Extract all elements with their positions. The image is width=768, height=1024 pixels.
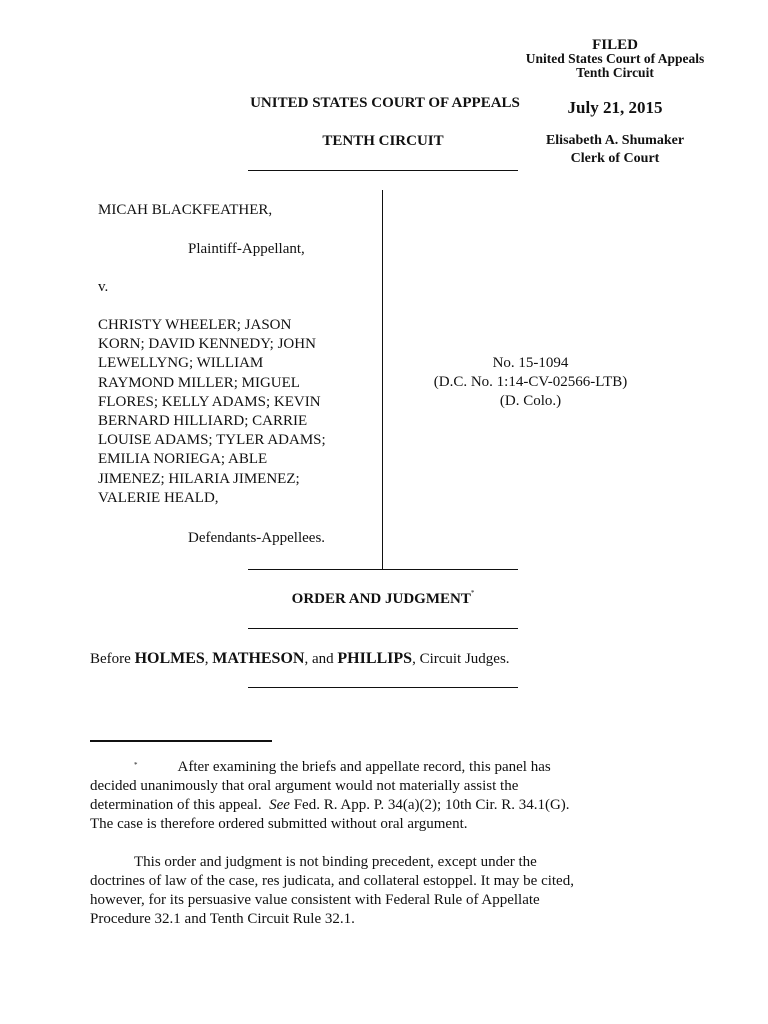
clerk-name: Elisabeth A. Shumaker — [545, 133, 685, 148]
panel-line — [90, 650, 510, 668]
footnote-marker: * — [134, 761, 138, 769]
panel-before: Before — [90, 651, 131, 667]
clerk-block — [505, 132, 725, 168]
defendants-line: VALERIE HEALD, — [98, 489, 219, 506]
filed-label: FILED — [592, 37, 638, 53]
circuit-name: TENTH CIRCUIT — [322, 133, 444, 149]
document-title — [248, 591, 518, 608]
footnote-line: doctrines of law of the case, res judicata, and collateral estoppel. It may be cited, — [90, 873, 574, 889]
defendants-line: CHRISTY WHEELER; JASON — [98, 317, 292, 333]
panel-sep: , and — [304, 651, 334, 667]
plaintiff-name: MICAH BLACKFEATHER, — [98, 202, 273, 218]
stamp-circuit: Tenth Circuit — [576, 65, 654, 80]
court-name: UNITED STATES COURT OF APPEALS — [250, 95, 520, 111]
see-signal: See — [269, 797, 290, 813]
footnote-line: decided unanimously that oral argument would not materially assist the — [90, 778, 519, 794]
heading-rule — [248, 170, 518, 171]
case-number: No. 15-1094 — [492, 355, 569, 371]
panel-rule — [248, 687, 518, 688]
defendants-line: LEWELLYNG; WILLIAM — [98, 355, 264, 372]
case-number-block — [383, 354, 678, 411]
footnote-line: however, for its persuasive value consistent with Federal Rule of Appellate — [90, 892, 540, 908]
footnote-separator — [90, 740, 272, 742]
defendants-role: Defendants-Appellees. — [188, 530, 326, 546]
stamp-court: United States Court of Appeals — [525, 51, 705, 66]
defendants-line: KORN; DAVID KENNEDY; JOHN — [98, 336, 316, 353]
title-rule — [248, 628, 518, 629]
filed-date: July 21, 2015 — [567, 98, 663, 117]
judge-matheson: MATHESON — [212, 650, 305, 667]
footnote-paragraph-1 — [90, 758, 680, 834]
filed-stamp — [505, 38, 725, 80]
versus: v. — [98, 279, 109, 295]
defendants-line: RAYMOND MILLER; MIGUEL — [98, 374, 300, 391]
defendants-line: LOUISE ADAMS; TYLER ADAMS; — [98, 432, 326, 449]
footnote-line: * After examining the briefs and appellate record, this panel has — [134, 759, 551, 775]
defendants-line: BERNARD HILLIARD; CARRIE — [98, 413, 308, 430]
district: (D. Colo.) — [499, 393, 562, 409]
defendants-list — [98, 316, 378, 508]
clerk-title: Clerk of Court — [570, 151, 660, 166]
footnote-line: This order and judgment is not binding precedent, except under the — [134, 854, 537, 870]
document-title-text: ORDER AND JUDGMENT — [291, 591, 471, 607]
footnote-line: The case is therefore ordered submitted without oral argument. — [90, 816, 468, 832]
defendants-line: JIMENEZ; HILARIA JIMENEZ; — [98, 470, 300, 487]
judge-holmes: HOLMES — [134, 650, 205, 667]
panel-suffix: , Circuit Judges. — [412, 651, 510, 667]
district-court-number: (D.C. No. 1:14-CV-02566-LTB) — [433, 374, 628, 390]
footnote-line: determination of this appeal. See Fed. R. App. P. 34(a)(2); 10th Cir. R. 34.1(G). — [90, 797, 570, 813]
panel-sep: , — [204, 651, 209, 667]
defendants-line: FLORES; KELLY ADAMS; KEVIN — [98, 393, 321, 410]
footnote-reference: * — [470, 589, 475, 597]
judge-phillips: PHILLIPS — [337, 650, 413, 667]
caption-bottom-rule — [248, 569, 518, 570]
footnote-line: Procedure 32.1 and Tenth Circuit Rule 32.1. — [90, 911, 355, 927]
plaintiff-role: Plaintiff-Appellant, — [188, 241, 305, 257]
footnote-paragraph-2 — [90, 853, 680, 929]
defendants-line: EMILIA NORIEGA; ABLE — [98, 451, 268, 468]
